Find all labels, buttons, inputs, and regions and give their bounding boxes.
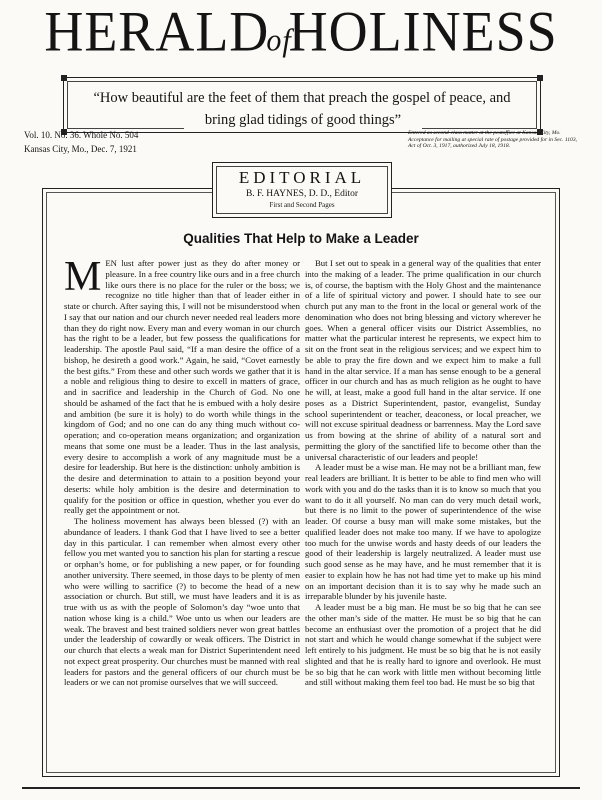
masthead-of: of: [266, 23, 292, 59]
article-paragraph: [64, 258, 300, 516]
issue-volume: Vol. 10. No. 36. Whole No. 504: [24, 130, 139, 140]
drop-cap: M: [64, 258, 102, 300]
issue-place-date: Kansas City, Mo., Dec. 7, 1921: [24, 144, 137, 154]
ornament-corner: [537, 75, 543, 81]
article-paragraph: The holiness movement has always been blessed (?) with an abundance of leaders. I thank God that I have lived to see a better day in this particular. I can remember when almost every other fellow you met wanted you to sanction his plan for starting a rescue or orphan’s home, or for publishing a new paper, or for founding another university. There seemed, in those days to be plenty of men who were willing to sacrifice (?) to become the head of a new association or church. But still, we must have leaders and it is as true with us as with the people of Solomon’s day “woe unto that nation whose king is a child.” Woe unto us when our leaders are weak. The bravest and best trained soldiers never won great battles under the leadership of cowardly or weak officers. The District in our church that elects a weak man for District Superintendent need not expect great prosperity. Our churches must be manned with real leaders for pastors and the general officers of our church must be leaders or we can not promise ourselves that we will succeed.: [64, 516, 300, 688]
editor-name: B. F. HAYNES, D. D., Editor: [245, 189, 359, 199]
masthead-herald: HERALD: [44, 0, 270, 64]
postal-entry-note: Entered as second-class matter at the postoffice at Kansas City, Mo. Acceptance for mailing at special rate of postage provided for in Sec. 1103, Act of Oct. 3, 1917, authorized July 18, 1918.: [408, 130, 578, 150]
editorial-pages: First and Second Pages: [269, 201, 335, 209]
editorial-title: EDITORIAL: [238, 168, 366, 187]
ornament-corner: [61, 75, 67, 81]
editorial-header: [212, 162, 392, 218]
article-column-right: [305, 258, 541, 763]
motto-line-1: “How beautiful are the feet of them that preach the gospel of peace, and: [93, 90, 511, 106]
article-paragraph: But I set out to speak in a general way of the qualities that enter into the making of a leader. The prime qualification in our church is, of course, the baptism with the Holy Ghost and the maintenance of a life of spiritual victory and power. I should hate to see our church put any man to the front in the local or general work of the denomination who does not bring blessing and victory wherever he goes. When a general officer visits our District Assemblies, no matter what the particular interest he represents, we expect him to sit on the front seat in the religious services; and we expect him to be able to pray the fire down and we expect him to make a full hand in the altar service. If a man has sense enough to be a general officer in our church and has as much religion as he ought to have he will, at least, make a good full hand in the altar service. If one poses as a District Superintendent, pastor, evangelist, Sunday school superintendent or teacher, deaconess, or local preacher, we will not excuse spiritual deadness or barrenness. May the Lord save us from bowing at the shrine of ability of a natural sort and permitting the glory of the sanctified life to become other than the universal characteristic of our leaders and people!: [305, 258, 541, 462]
article-paragraph: A leader must be a big man. He must be so big that he can see the other man’s side of the matter. He must be so big that he can become an enthusiast over the promotion of a project that he did not start and which he would change somewhat if the subject were left entirely to his judgment. He must be so big that he is not easily slighted and that he is really hard to ignore and overlook. He must be so big that he can work with little men without becoming little and still without making them feel too bad. He must be so big that: [305, 602, 541, 688]
bottom-rule: [22, 787, 580, 789]
masthead-holiness: HOLINESS: [288, 0, 558, 64]
article-column-left: [64, 258, 300, 763]
motto-banner: [63, 77, 541, 133]
motto-line-2: bring glad tidings of good things”: [184, 111, 422, 129]
paragraph-text: EN lust after power just as they do after money or pleasure. In a free country like ours and in a free church like ours there is no place for the ruler or the boss; we recognize no title higher than that of leader either in state or church. After saying this, I will not be misunderstood when I say that our nation and our church never needed real leaders more than they do right now. Every man and every woman in our church has the right to be a leader, but few possess the qualifications for leadership. The apostle Paul said, “If a man desire the office of a bishop, he desireth a good work.” Again, he said, “Covet earnestly the best gifts.” From these and other such words we gather that it is a noble and religious thing to desire to excell in matters of grace, and in sacrifice and leadership in the Church of God. No one should be ashamed of the fact that he is embued with a holy desire and ambition (be sure it is holy) to do worth while things in the kingdom of God; and no one can do any thing much without co-operation; and co-operation means organization; and organization means that some one must be a leader. Thus in the last analysis, every desire to accomplish a work of any magnitude must be a desire for leadership. But here is the distinction: unholy ambition is the desire and determination to attain to a position beyond your deserts: while holy ambition is the desire and determination to qualify for the position or office in question, whether you ever do really get the appointment or not.: [64, 258, 300, 516]
masthead-title: [0, 0, 602, 72]
article-title: Qualities That Help to Make a Leader: [183, 231, 419, 246]
article-paragraph: A leader must be a wise man. He may not be a brilliant man, few real leaders are brilliant. It is better to be able to find men who will work with you and do the tasks than it is to know so much that you want to do it all yourself. No man can do very much detail work, but there is no limit to the power of superintendence of the wise leader. Of course a busy man will make some mistakes, but the qualified leader does not make too many. If we have to apologize too much for the unwise words and hasty deeds of our leaders the good of their leadership is largely neutralized. A leader must use such good sense as he may have, and he must remember that it is easier to explain how he has not had time yet to make up his mind on an important decision than it is to say why he made such an irreparable blunder by his juvenile haste.: [305, 462, 541, 602]
